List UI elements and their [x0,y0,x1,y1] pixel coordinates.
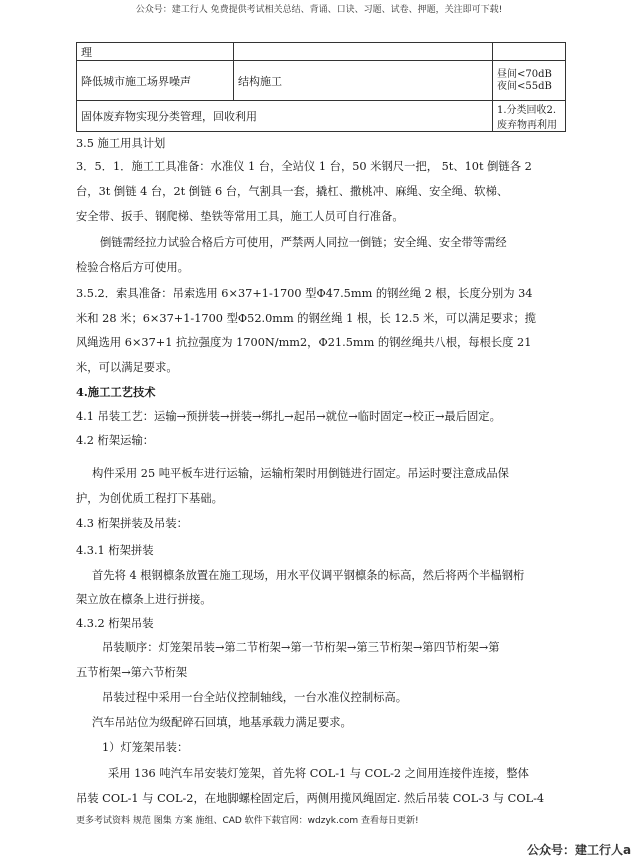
paragraph-line: 汽车吊站位为级配碎石回填，地基承载力满足要求。 [92,716,352,729]
paragraph-line: 4.1 吊装工艺：运输→预拼装→拼装→绑扎→起吊→就位→临时固定→校正→最后固定。 [76,410,501,423]
paragraph-line: 首先将 4 根钢檩条放置在施工现场，用水平仪调平钢檩条的标高，然后将两个半榀钢桁 [92,569,525,582]
paragraph-line: 1）灯笼架吊装： [102,741,189,754]
table-cell: 固体废弃物实现分类管理，回收利用 [77,101,493,132]
table-cell: 结构施工 [234,61,493,101]
page-footer-notice: 更多考试资料 规范 图集 方案 施组、CAD 软件下载官网：wdzyk.com 查看每日更新! [76,816,419,826]
table-row [77,43,566,61]
table-cell [234,43,493,61]
table-cell [493,61,566,101]
paragraph-line: 采用 136 吨汽车吊安装灯笼架，首先将 COL-1 与 COL-2 之间用连接件连接，整体 [108,767,529,780]
paragraph-line: 3．5．1．施工工具准备：水准仪 1 台，全站仪 1 台，50 米钢尺一把， 5t、10t 倒链各 2 [76,160,532,173]
noise-limit-day: 昼间<70dB [497,68,552,80]
measures-table [76,42,566,132]
paragraph-line: 倒链需经拉力试验合格后方可使用，严禁两人同拉一倒链；安全绳、安全带等需经 [100,236,507,249]
section-heading: 3.5 施工用具计划 [76,137,166,150]
paragraph-line: 米，可以满足要求。 [76,361,178,374]
page-header-notice: 公众号：建工行人 免费提供考试相关总结、背诵、口诀、习题、试卷、押题，关注即可下载! [135,5,503,15]
subsection-heading: 4.3.1 桁架拼装 [76,544,154,557]
subsection-heading: 4.3.2 桁架吊装 [76,617,154,630]
paragraph-line: 米和 28 米；6×37+1-1700 型Φ52.0mm 的钢丝绳 1 根，长 12.5 米，可以满足要求；揽 [76,312,537,325]
paragraph-line: 构件采用 25 吨平板车进行运输，运输桁架时用倒链进行固定。吊运时要注意成品保 [92,467,509,480]
paragraph-line: 吊装顺序：灯笼架吊装→第二节桁架→第一节桁架→第三节桁架→第四节桁架→第 [102,641,500,654]
paragraph-line: 安全带、扳手、钢爬梯、垫铁等常用工具，施工人员可自行准备。 [76,210,404,223]
watermark: 公众号：建工行人a [527,843,632,857]
table-cell: 理 [77,43,234,61]
paragraph-line: 风绳选用 6×37+1 抗拉强度为 1700N/mm2，Φ21.5mm 的钢丝绳共八根，每根长度 21 [76,336,532,349]
paragraph-line: 检验合格后方可使用。 [76,261,189,274]
table-row [77,61,566,101]
paragraph-line: 五节桁架→第六节桁架 [76,666,188,679]
paragraph-line: 台，3t 倒链 4 台，2t 倒链 6 台，气割具一套，撬杠、撒桃冲、麻绳、安全绳、软梯、 [76,185,509,198]
paragraph-line: 3.5.2．索具准备：吊索选用 6×37+1-1700 型Φ47.5mm 的钢丝绳 2 根，长度分别为 34 [76,287,533,300]
table-cell: 降低城市施工场界噪声 [77,61,234,101]
table-cell [493,43,566,61]
paragraph-line: 吊装过程中采用一台全站仪控制轴线，一台水准仪控制标高。 [102,691,408,704]
noise-limit-night: 夜间<55dB [497,80,552,92]
subsection-heading: 4.2 桁架运输： [76,434,155,447]
table-row [77,101,566,132]
table-cell: 1.分类回收2.废弃物再利用 [493,101,566,132]
paragraph-line: 吊装 COL-1 与 COL-2，在地脚螺栓固定后，两侧用揽风绳固定. 然后吊装 COL-3 与 COL-4 [76,792,545,805]
subsection-heading: 4.3 桁架拼装及吊装： [76,517,188,530]
section-heading: 4.施工工艺技术 [76,385,156,399]
paragraph-line: 护，为创优质工程打下基础。 [76,492,223,505]
paragraph-line: 架立放在檩条上进行拼接。 [76,593,212,606]
